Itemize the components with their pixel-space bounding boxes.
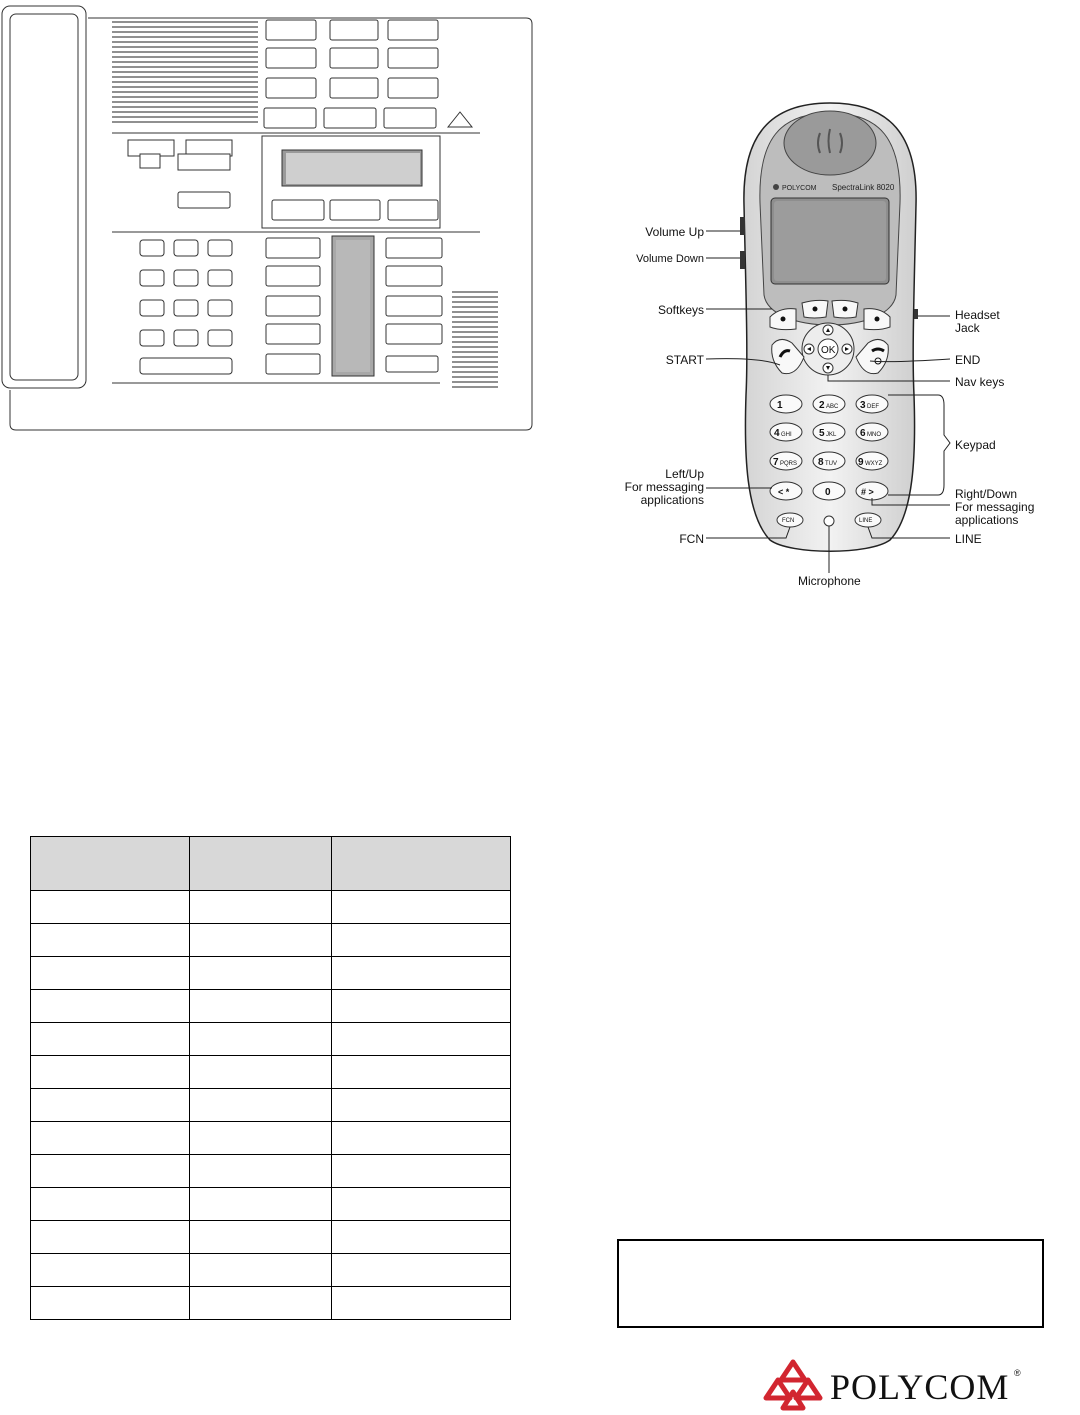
table-cell bbox=[31, 1221, 190, 1254]
handset-brand: POLYCOM bbox=[782, 185, 817, 192]
table-cell bbox=[332, 1023, 511, 1056]
label-left-up-2: For messaging bbox=[624, 480, 704, 494]
label-right-down-2: For messaging bbox=[955, 500, 1035, 514]
table-cell bbox=[189, 1089, 332, 1122]
label-right-down-3: applications bbox=[955, 513, 1019, 527]
table-row bbox=[31, 1287, 511, 1320]
registered-mark: ® bbox=[1014, 1368, 1021, 1378]
key-4-sub: GHI bbox=[781, 432, 792, 438]
table-header-row bbox=[31, 837, 511, 891]
table-row bbox=[31, 924, 511, 957]
key-fcn: FCN bbox=[782, 518, 795, 524]
key-6: 6 bbox=[860, 428, 866, 439]
key-1: 1 bbox=[777, 400, 783, 411]
table-cell bbox=[332, 837, 511, 891]
table-cell bbox=[189, 957, 332, 990]
table-cell bbox=[31, 1188, 190, 1221]
key-9: 9 bbox=[858, 457, 864, 468]
table-cell bbox=[31, 1023, 190, 1056]
label-microphone: Microphone bbox=[798, 574, 861, 588]
key-8: 8 bbox=[818, 457, 824, 468]
table-row bbox=[31, 1122, 511, 1155]
label-line: LINE bbox=[955, 532, 982, 546]
key-2: 2 bbox=[819, 400, 825, 411]
key-3-sub: DEF bbox=[867, 404, 879, 410]
key-hash: # > bbox=[861, 487, 874, 497]
table-cell bbox=[189, 1287, 332, 1320]
label-keypad: Keypad bbox=[955, 438, 996, 452]
table-cell bbox=[332, 1287, 511, 1320]
key-8-sub: TUV bbox=[825, 461, 837, 467]
key-7-sub: PQRS bbox=[780, 461, 798, 467]
table-cell bbox=[332, 1155, 511, 1188]
table-cell bbox=[31, 1089, 190, 1122]
table-cell bbox=[31, 957, 190, 990]
label-volume-up: Volume Up bbox=[645, 225, 704, 239]
blank-table bbox=[30, 836, 511, 1320]
table-cell bbox=[332, 891, 511, 924]
table-cell bbox=[332, 1188, 511, 1221]
key-4: 4 bbox=[774, 428, 780, 439]
table-cell bbox=[31, 1155, 190, 1188]
table-cell bbox=[332, 990, 511, 1023]
key-6-sub: MNO bbox=[867, 432, 881, 438]
table-cell bbox=[31, 924, 190, 957]
table-cell bbox=[189, 924, 332, 957]
label-softkeys: Softkeys bbox=[657, 303, 704, 317]
table-row bbox=[31, 1254, 511, 1287]
table-cell bbox=[332, 957, 511, 990]
label-end: END bbox=[955, 353, 981, 367]
key-0: 0 bbox=[825, 487, 831, 498]
key-9-sub: WXYZ bbox=[865, 461, 883, 467]
table-cell bbox=[332, 1254, 511, 1287]
table-row bbox=[31, 1023, 511, 1056]
table-cell bbox=[189, 1023, 332, 1056]
label-headset-1: Headset bbox=[955, 308, 1000, 322]
table-cell bbox=[189, 1254, 332, 1287]
table-row bbox=[31, 891, 511, 924]
table-cell bbox=[189, 1221, 332, 1254]
key-5: 5 bbox=[819, 428, 825, 439]
key-5-sub: JKL bbox=[826, 432, 837, 438]
table-cell bbox=[31, 1254, 190, 1287]
table-cell bbox=[332, 924, 511, 957]
table-cell bbox=[31, 891, 190, 924]
table-cell bbox=[31, 1122, 190, 1155]
table-cell bbox=[189, 1188, 332, 1221]
handset-model: SpectraLink 8020 bbox=[832, 183, 895, 192]
table-cell bbox=[31, 1056, 190, 1089]
note-box bbox=[617, 1239, 1044, 1328]
table-row bbox=[31, 1155, 511, 1188]
table-cell bbox=[332, 1122, 511, 1155]
key-star: < * bbox=[778, 487, 790, 497]
table-cell bbox=[31, 837, 190, 891]
label-left-up-3: applications bbox=[640, 493, 704, 507]
key-line: LINE bbox=[859, 518, 873, 524]
table-cell bbox=[189, 1056, 332, 1089]
table-cell bbox=[31, 990, 190, 1023]
label-nav-keys: Nav keys bbox=[955, 375, 1005, 389]
table-row bbox=[31, 1188, 511, 1221]
label-start: START bbox=[665, 353, 704, 367]
polycom-logo-mark bbox=[760, 1358, 826, 1412]
table-cell bbox=[189, 1122, 332, 1155]
table-row bbox=[31, 1221, 511, 1254]
table-cell bbox=[332, 1089, 511, 1122]
label-volume-down: Volume Down bbox=[636, 253, 704, 265]
table-row bbox=[31, 1056, 511, 1089]
label-headset-2: Jack bbox=[955, 321, 980, 335]
table-cell bbox=[189, 1155, 332, 1188]
label-right-down-1: Right/Down bbox=[955, 487, 1018, 501]
table-cell bbox=[189, 891, 332, 924]
table-row bbox=[31, 990, 511, 1023]
table-cell bbox=[332, 1221, 511, 1254]
table-row bbox=[31, 957, 511, 990]
key-2-sub: ABC bbox=[826, 404, 839, 410]
key-3: 3 bbox=[860, 400, 866, 411]
key-7: 7 bbox=[773, 457, 779, 468]
polycom-logo-text: POLYCOM bbox=[830, 1367, 1010, 1407]
table-cell bbox=[31, 1287, 190, 1320]
table-row bbox=[31, 1089, 511, 1122]
label-fcn: FCN bbox=[679, 532, 704, 546]
table-cell bbox=[189, 837, 332, 891]
label-left-up-1: Left/Up bbox=[665, 467, 704, 481]
ok-key: OK bbox=[821, 345, 836, 356]
table-cell bbox=[332, 1056, 511, 1089]
desk-phone-drawing bbox=[0, 0, 540, 440]
polycom-logo bbox=[760, 1358, 1030, 1412]
table-cell bbox=[189, 990, 332, 1023]
